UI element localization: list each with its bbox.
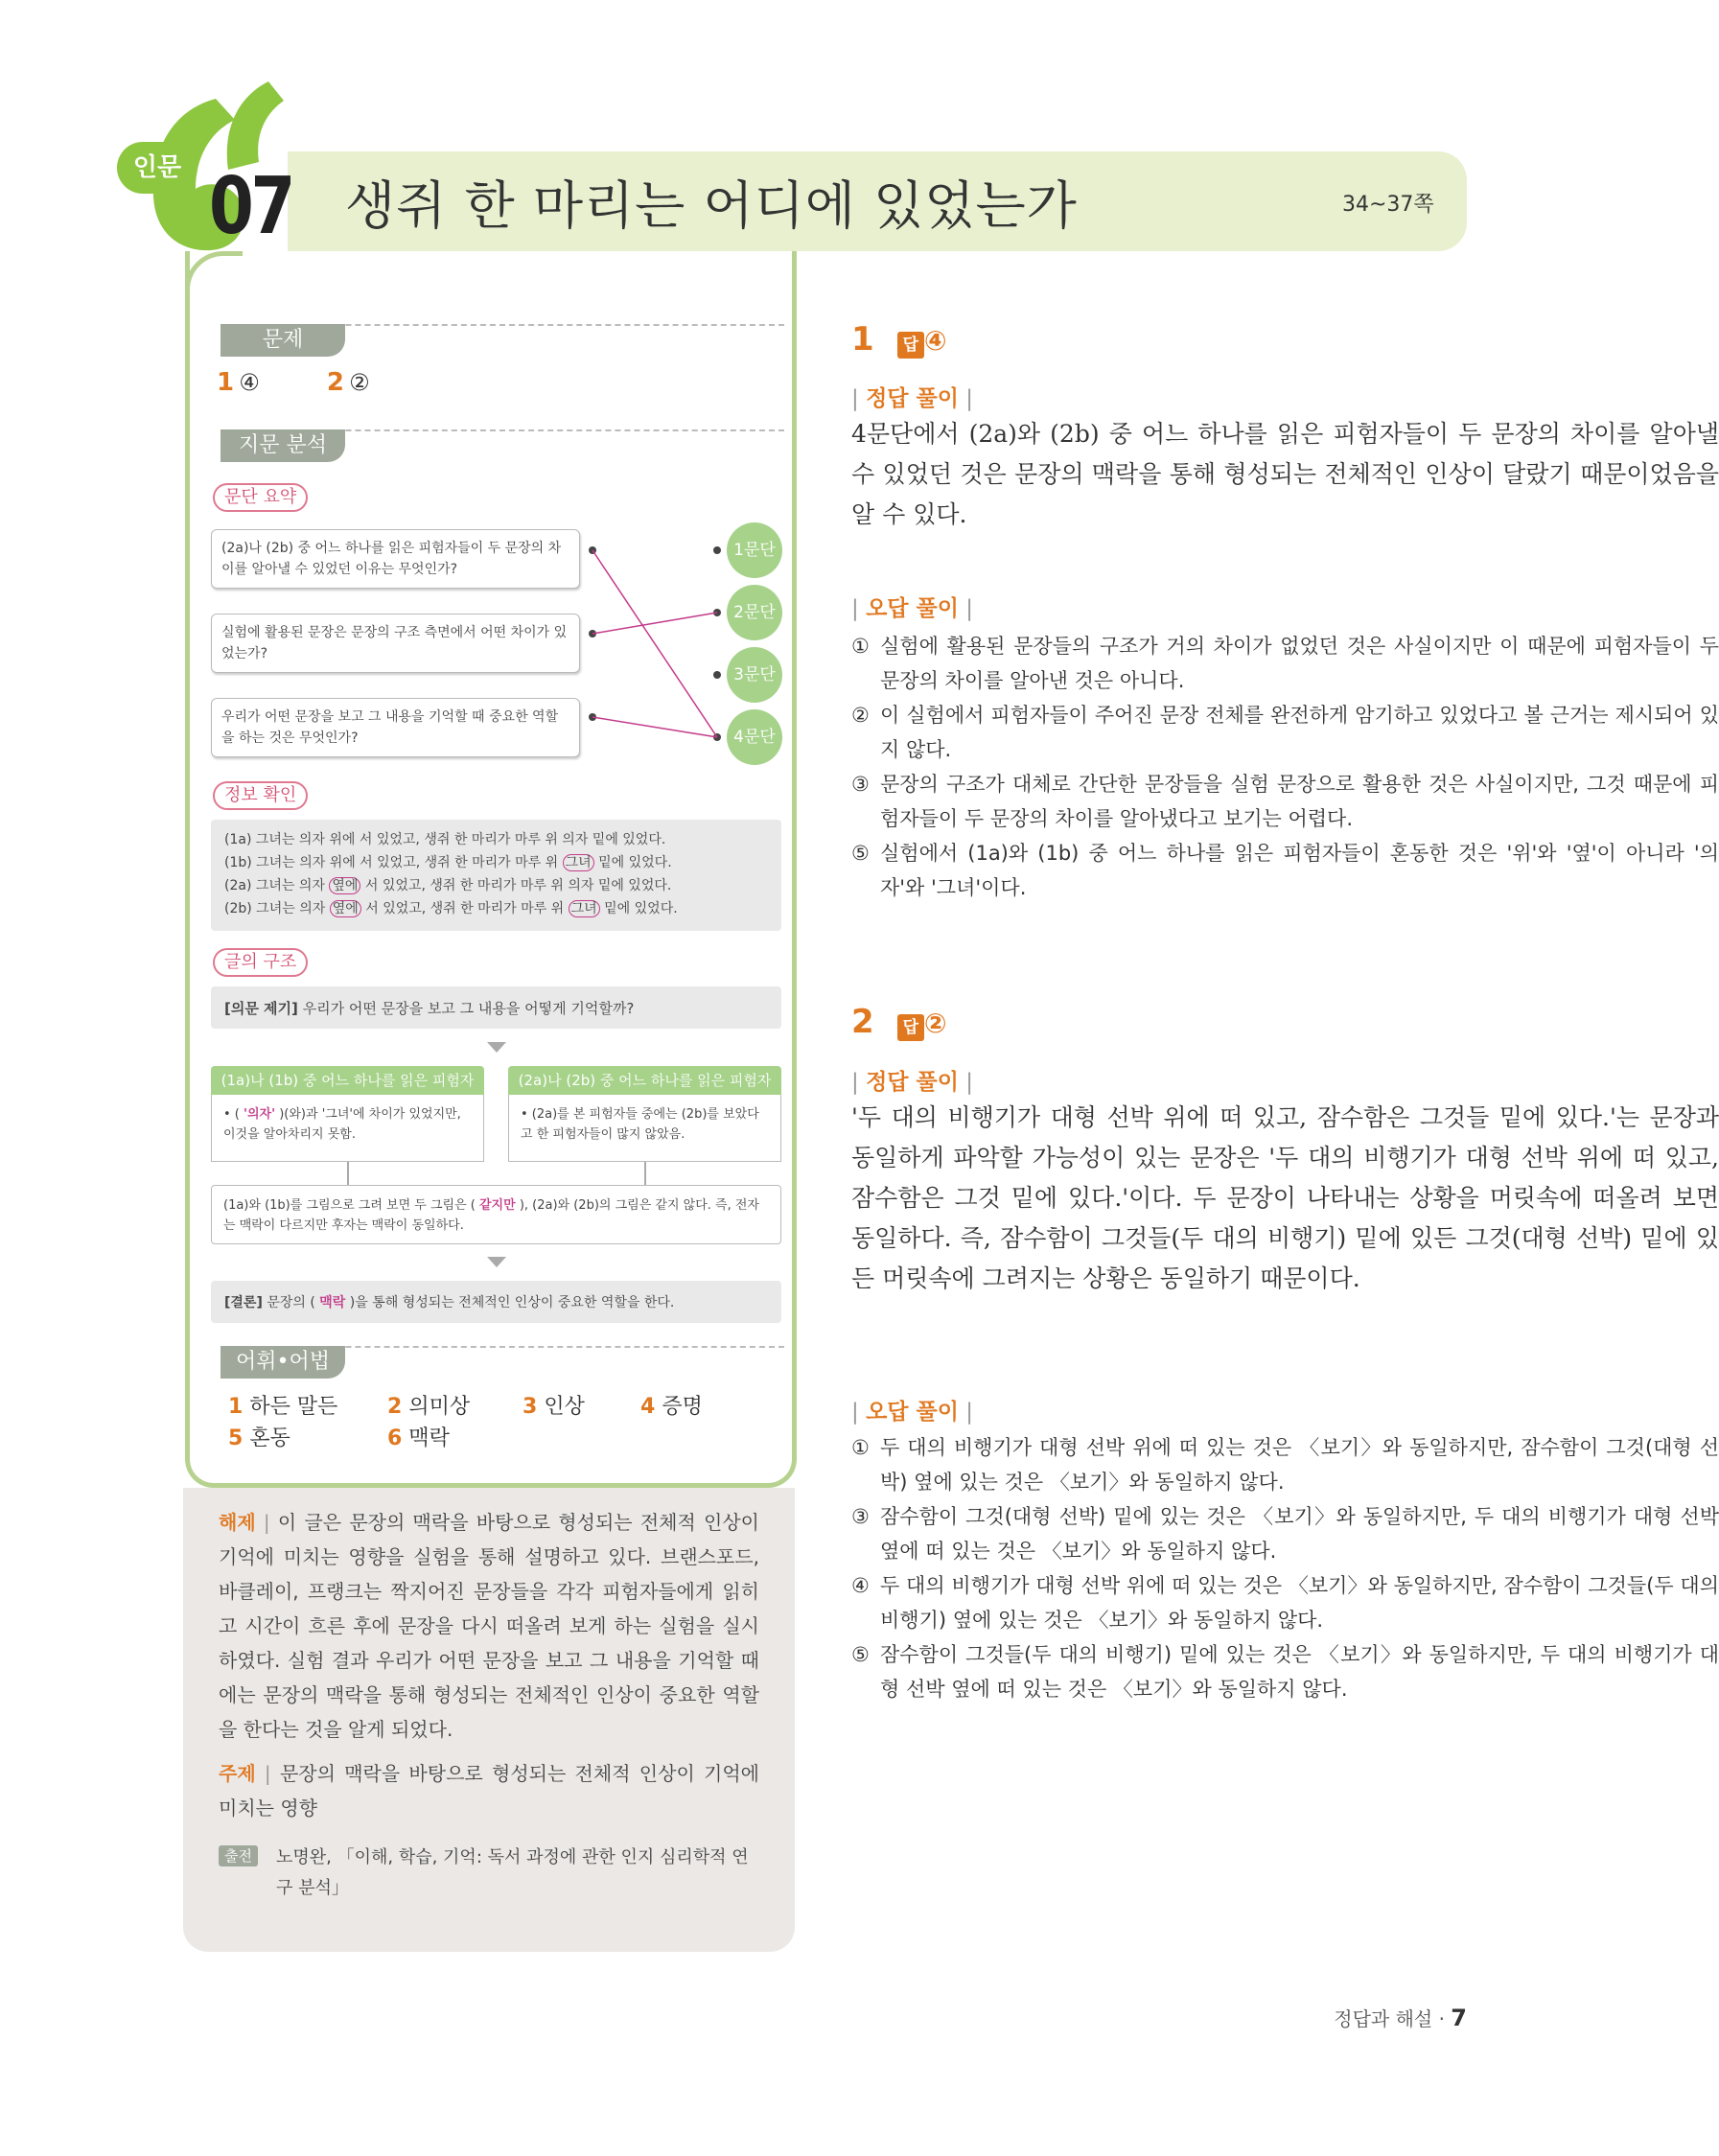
summary-question-1: (2a)나 (2b) 중 어느 하나를 읽은 피험자들이 두 문장의 차이를 알아낼 수 있었던 이유는 무엇인가? — [211, 529, 580, 589]
vocab-item-5: 5 혼동 — [228, 1426, 290, 1450]
commentary-theme: 주제 | 문장의 맥락을 바탕으로 형성되는 전체적 인상이 기억에 미치는 영향 — [219, 1762, 760, 1820]
paragraph-1-circle: 1문단 — [727, 522, 782, 578]
vocab-item-6: 6 맥락 — [387, 1426, 450, 1450]
paragraph-4-circle: 4문단 — [727, 709, 782, 765]
q2-wrong-list — [851, 1430, 1719, 1706]
paragraph-3-circle: 3문단 — [727, 647, 782, 703]
source-text: 노명완, 「이해, 학습, 기억: 독서 과정에 관한 인지 심리학적 연구 분석」 — [276, 1847, 749, 1898]
q1-wrong-item: ① 실험에 활용된 문장들의 구조가 거의 차이가 없었던 것은 사실이지만 이 때문에 피험자들이 두 문장의 차이를 알아낸 것은 아니다. — [851, 635, 1719, 692]
q2-wrong-item: ④ 두 대의 비행기가 대형 선박 위에 떠 있는 것은 〈보기〉와 동일하지만, 잠수함이 그것들(두 대의 비행기) 옆에 있는 것은 〈보기〉와 동일하지 않다. — [851, 1574, 1719, 1632]
q2-wrong-label: | 오답 풀이 | — [851, 1400, 974, 1425]
q1-correct-text: 4문단에서 (2a)와 (2b) 중 어느 하나를 읽은 피험자들이 두 문장의 차이를 알아낼 수 있었던 것은 문장의 맥락을 통해 형성되는 전체적인 인상이 달랐기 때문이었음을 알 수 있다. — [851, 420, 1719, 528]
vocab-item-2: 2 의미상 — [387, 1395, 471, 1419]
q2-correct-text: '두 대의 비행기가 대형 선박 위에 떠 있고, 잠수함은 그것들 밑에 있다.'는 문장과 동일하게 파악할 가능성이 있는 문장은 '두 대의 비행기가 대형 선박 위에 떠 있고, 잠수함은 그것 밑에 있다.'이다. 두 문장이 나타내는 상황을 머릿속에 떠올려 보면 동일하다. 즉, 잠수함이 그것들(두 대의 비행기) 밑에 있든 그것(대형 선박) 밑에 있든 머릿속에 그려지는 상황은 동일하기 때문이다. — [851, 1103, 1719, 1292]
q2-wrong-item: ③ 잠수함이 그것(대형 선박) 밑에 있는 것은 〈보기〉와 동일하지만, 두 대의 비행기가 대형 선박 옆에 떠 있는 것은 〈보기〉와 동일하지 않다. — [851, 1505, 1719, 1563]
conclusion-text: [결론] 문장의 ( 맥락 )을 통해 형성되는 전체적인 인상이 중요한 역할을 한다. — [224, 1295, 675, 1310]
problems-answers: 1 ④ 2 ② — [217, 368, 370, 397]
page-footer: 정답과 해설 · 7 — [1334, 2005, 1467, 2031]
q2-heading: 2 답 ② — [851, 1003, 947, 1041]
q1-wrong-item: ⑤ 실험에서 (1a)와 (1b) 중 어느 하나를 읽은 피험자들이 혼동한 것은 '위'와 '옆'이 아니라 '의자'와 '그녀'이다. — [851, 842, 1719, 899]
right-group-head: (2a)나 (2b) 중 어느 하나를 읽은 피험자 — [508, 1066, 781, 1095]
commentary-summary: 해제 | 이 글은 문장의 맥락을 바탕으로 형성되는 전체적 인상이 기억에 미치는 영향을 실험을 통해 설명하고 있다. 브랜스포드, 바클레이, 프랭크는 짝지어진 문장들을 각각 피험자들에게 읽히고 시간이 흐른 후에 문장을 다시 떠올려 보게 하는 실험을 실시하였다. 실험 결과 우리가 어떤 문장을 보고 그 내용을 기억할 때에는 문장의 맥락을 통해 형성되는 전체적인 인상이 중요한 역할을 한다는 것을 알게 되었다. — [219, 1511, 759, 1741]
left-group-head: (1a)나 (1b) 중 어느 하나를 읽은 피험자 — [211, 1066, 484, 1095]
info-line-2a: (2a) 그녀는 의자 옆에 서 있었고, 생쥐 한 마리가 마루 위 의자 밑에 있었다. — [224, 878, 672, 893]
source-tag: 출전 — [219, 1845, 258, 1866]
q2-correct-label: | 정답 풀이 | — [851, 1070, 974, 1095]
q2-wrong-item: ① 두 대의 비행기가 대형 선박 위에 떠 있는 것은 〈보기〉와 동일하지만, 잠수함이 그것(대형 선박) 옆에 있는 것은 〈보기〉와 동일하지 않다. — [851, 1436, 1719, 1494]
structure-pill: 글의 구조 — [213, 948, 308, 977]
vocab-item-1: 1 하든 말든 — [228, 1395, 338, 1419]
q1-wrong-list — [851, 629, 1719, 905]
connector — [644, 1162, 646, 1185]
vocab-tab: 어휘•어법 — [221, 1346, 345, 1379]
q1-correct-label: | 정답 풀이 | — [851, 386, 974, 411]
analysis-tab: 지문 분석 — [221, 429, 345, 462]
summary-question-2: 실험에 활용된 문장은 문장의 구조 측면에서 어떤 차이가 있었는가? — [211, 614, 580, 673]
q1-wrong-item: ② 이 실험에서 피험자들이 주어진 문장 전체를 완전하게 암기하고 있었다고 볼 근거는 제시되어 있지 않다. — [851, 704, 1719, 761]
down-arrow-icon — [487, 1042, 506, 1053]
q2-wrong-item: ⑤ 잠수함이 그것들(두 대의 비행기) 밑에 있는 것은 〈보기〉와 동일하지만, 두 대의 비행기가 대형 선박 옆에 떠 있는 것은 〈보기〉와 동일하지 않다. — [851, 1643, 1719, 1701]
problems-tab: 문제 — [221, 324, 345, 357]
connector — [347, 1162, 349, 1185]
page-range: 34~37쪽 — [1342, 193, 1434, 217]
category-badge: 인문 — [117, 142, 197, 194]
problem-statement: [의문 제기] 우리가 어떤 문장을 보고 그 내용을 어떻게 기억할까? — [224, 1000, 635, 1017]
q1-wrong-item: ③ 문장의 구조가 대체로 간단한 문장들을 실험 문장으로 활용한 것은 사실이지만, 그것 때문에 피험자들이 두 문장의 차이를 알아냈다고 보기는 어렵다. — [851, 773, 1719, 830]
info-pill: 정보 확인 — [213, 781, 308, 810]
right-group-body: • (2a)를 본 피험자들 중에는 (2b)를 보았다고 한 피험자들이 많지 않았음. — [508, 1095, 781, 1162]
paragraph-2-circle: 2문단 — [727, 585, 782, 640]
vocab-item-4: 4 증명 — [640, 1395, 703, 1419]
down-arrow-icon — [487, 1257, 506, 1267]
matching-lines — [575, 527, 738, 757]
summary-pill: 문단 요약 — [213, 483, 308, 512]
info-line-1a: (1a) 그녀는 의자 위에 서 있었고, 생쥐 한 마리가 마루 위 의자 밑에 있었다. — [224, 832, 666, 847]
section-number: 07 — [209, 161, 293, 252]
left-group-body: • ( '의자' )(와)과 '그녀'에 차이가 있었지만, 이것을 알아차리지 못함. — [211, 1095, 484, 1162]
q1-wrong-label: | 오답 풀이 | — [851, 596, 974, 621]
q1-heading: 1 답 ④ — [851, 320, 947, 359]
info-line-2b: (2b) 그녀는 의자 옆에 서 있었고, 생쥐 한 마리가 마루 위 그녀 밑에 있었다. — [224, 901, 678, 916]
summary-question-3: 우리가 어떤 문장을 보고 그 내용을 기억할 때 중요한 역할을 하는 것은 무엇인가? — [211, 698, 580, 757]
comparison-box: (1a)와 (1b)를 그림으로 그려 보면 두 그림은 ( 같지만 ), (2a)와 (2b)의 그림은 같지 않다. 즉, 전자는 맥락이 다르지만 후자는 맥락이 동일하다. — [211, 1185, 781, 1244]
page-title: 생쥐 한 마리는 어디에 있었는가 — [345, 175, 1078, 236]
info-line-1b: (1b) 그녀는 의자 위에 서 있었고, 생쥐 한 마리가 마루 위 그녀 밑에 있었다. — [224, 855, 672, 870]
vocab-item-3: 3 인상 — [523, 1395, 585, 1419]
